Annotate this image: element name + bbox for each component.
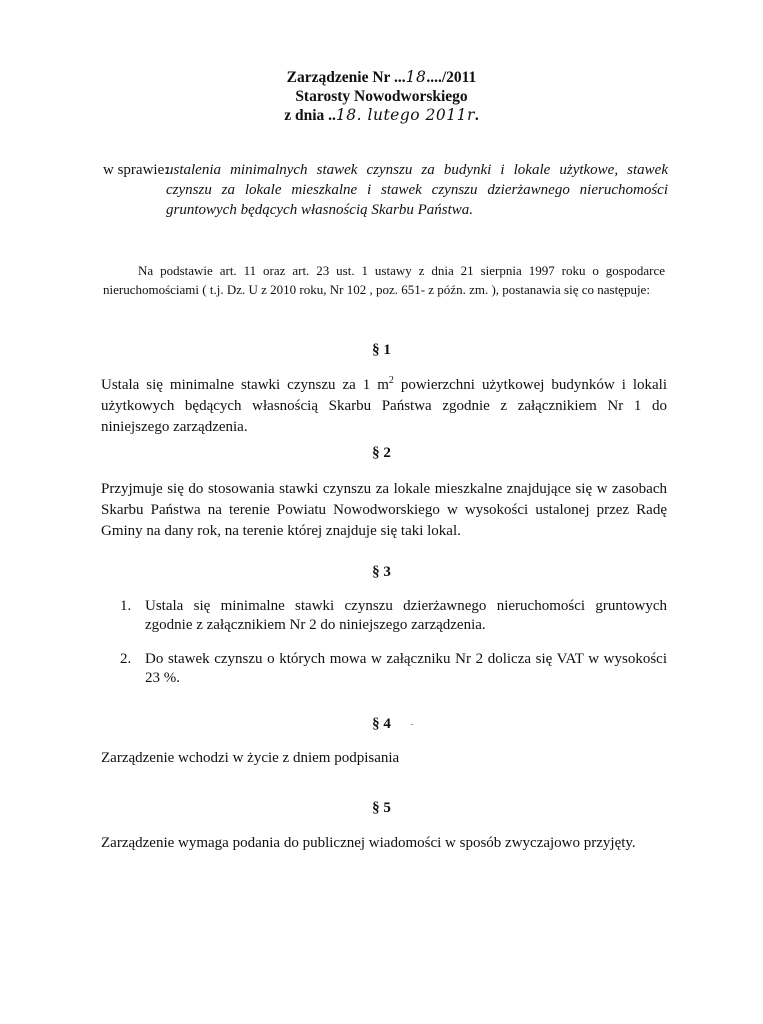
list-item-text: Do stawek czynszu o których mowa w załączniku Nr 2 dolicza się VAT w wysokości 23 %. (145, 651, 667, 686)
date-suffix: . (474, 107, 479, 124)
title-line-3 (0, 106, 763, 125)
section-4-text: Zarządzenie wchodzi w życie z dniem podpisania (101, 750, 400, 766)
handwritten-date: 18. lutego 2011r (335, 106, 475, 124)
subject-block (103, 160, 668, 220)
superscript-2: 2 (388, 375, 394, 386)
title-line-2: Starosty Nowodworskiego (295, 88, 468, 105)
subject-label: w sprawie: (103, 162, 169, 178)
section-1-heading: § 1 (372, 342, 391, 358)
handwritten-number: 18 (405, 68, 427, 86)
scan-speck (411, 724, 413, 725)
subject-text: ustalenia minimalnych stawek czynszu za budynki i lokale użytkowe, stawek czynszu za lokale mieszkalne i stawek czynszu dzierżawnego nieruchomości gruntowych będących własnością Skarbu Państwa. (166, 162, 668, 218)
section-1-text (101, 375, 667, 438)
title-line-1 (0, 68, 763, 87)
date-prefix: z dnia .. (284, 107, 336, 124)
section-3-list-item (120, 650, 667, 688)
section-1-text-part2: powierzchni użytkowej budynków i lokali użytkowych będących własnością Skarbu Państwa zgodnie z załącznikiem Nr 1 do niniejszego zarządzenia. (101, 377, 667, 435)
list-item-number: 1. (120, 598, 132, 614)
document-title-block (0, 68, 763, 125)
legal-basis-text: Na podstawie art. 11 oraz art. 23 ust. 1 ustawy z dnia 21 sierpnia 1997 roku o gospodarce nieruchomościami ( t.j. Dz. U z 2010 roku, Nr 102 , poz. 651- z późn. zm. ), postanawia się co następuje: (103, 263, 665, 297)
section-5-heading: § 5 (372, 800, 391, 816)
section-1-text-part1: Ustala się minimalne stawki czynszu za 1 m (101, 377, 389, 393)
list-item-number: 2. (120, 651, 132, 667)
legal-basis-paragraph (103, 261, 665, 299)
section-3-list-item (120, 597, 667, 635)
title-suffix: ..../2011 (426, 69, 477, 86)
section-3-heading: § 3 (372, 564, 391, 580)
section-4-heading: § 4 (372, 716, 391, 732)
title-prefix: Zarządzenie Nr ... (286, 69, 406, 86)
section-2-text: Przyjmuje się do stosowania stawki czynszu za lokale mieszkalne znajdujące się w zasobach Skarbu Państwa na terenie Powiatu Nowodworskiego w wysokości ustalonej przez Radę Gminy na dany rok, na terenie której znajduje się taki lokal. (101, 481, 667, 539)
list-item-text: Ustala się minimalne stawki czynszu dzierżawnego nieruchomości gruntowych zgodnie z załącznikiem Nr 2 do niniejszego zarządzenia. (145, 598, 667, 633)
section-5-text: Zarządzenie wymaga podania do publicznej wiadomości w sposób zwyczajowo przyjęty. (101, 835, 636, 851)
section-2-heading: § 2 (372, 445, 391, 461)
